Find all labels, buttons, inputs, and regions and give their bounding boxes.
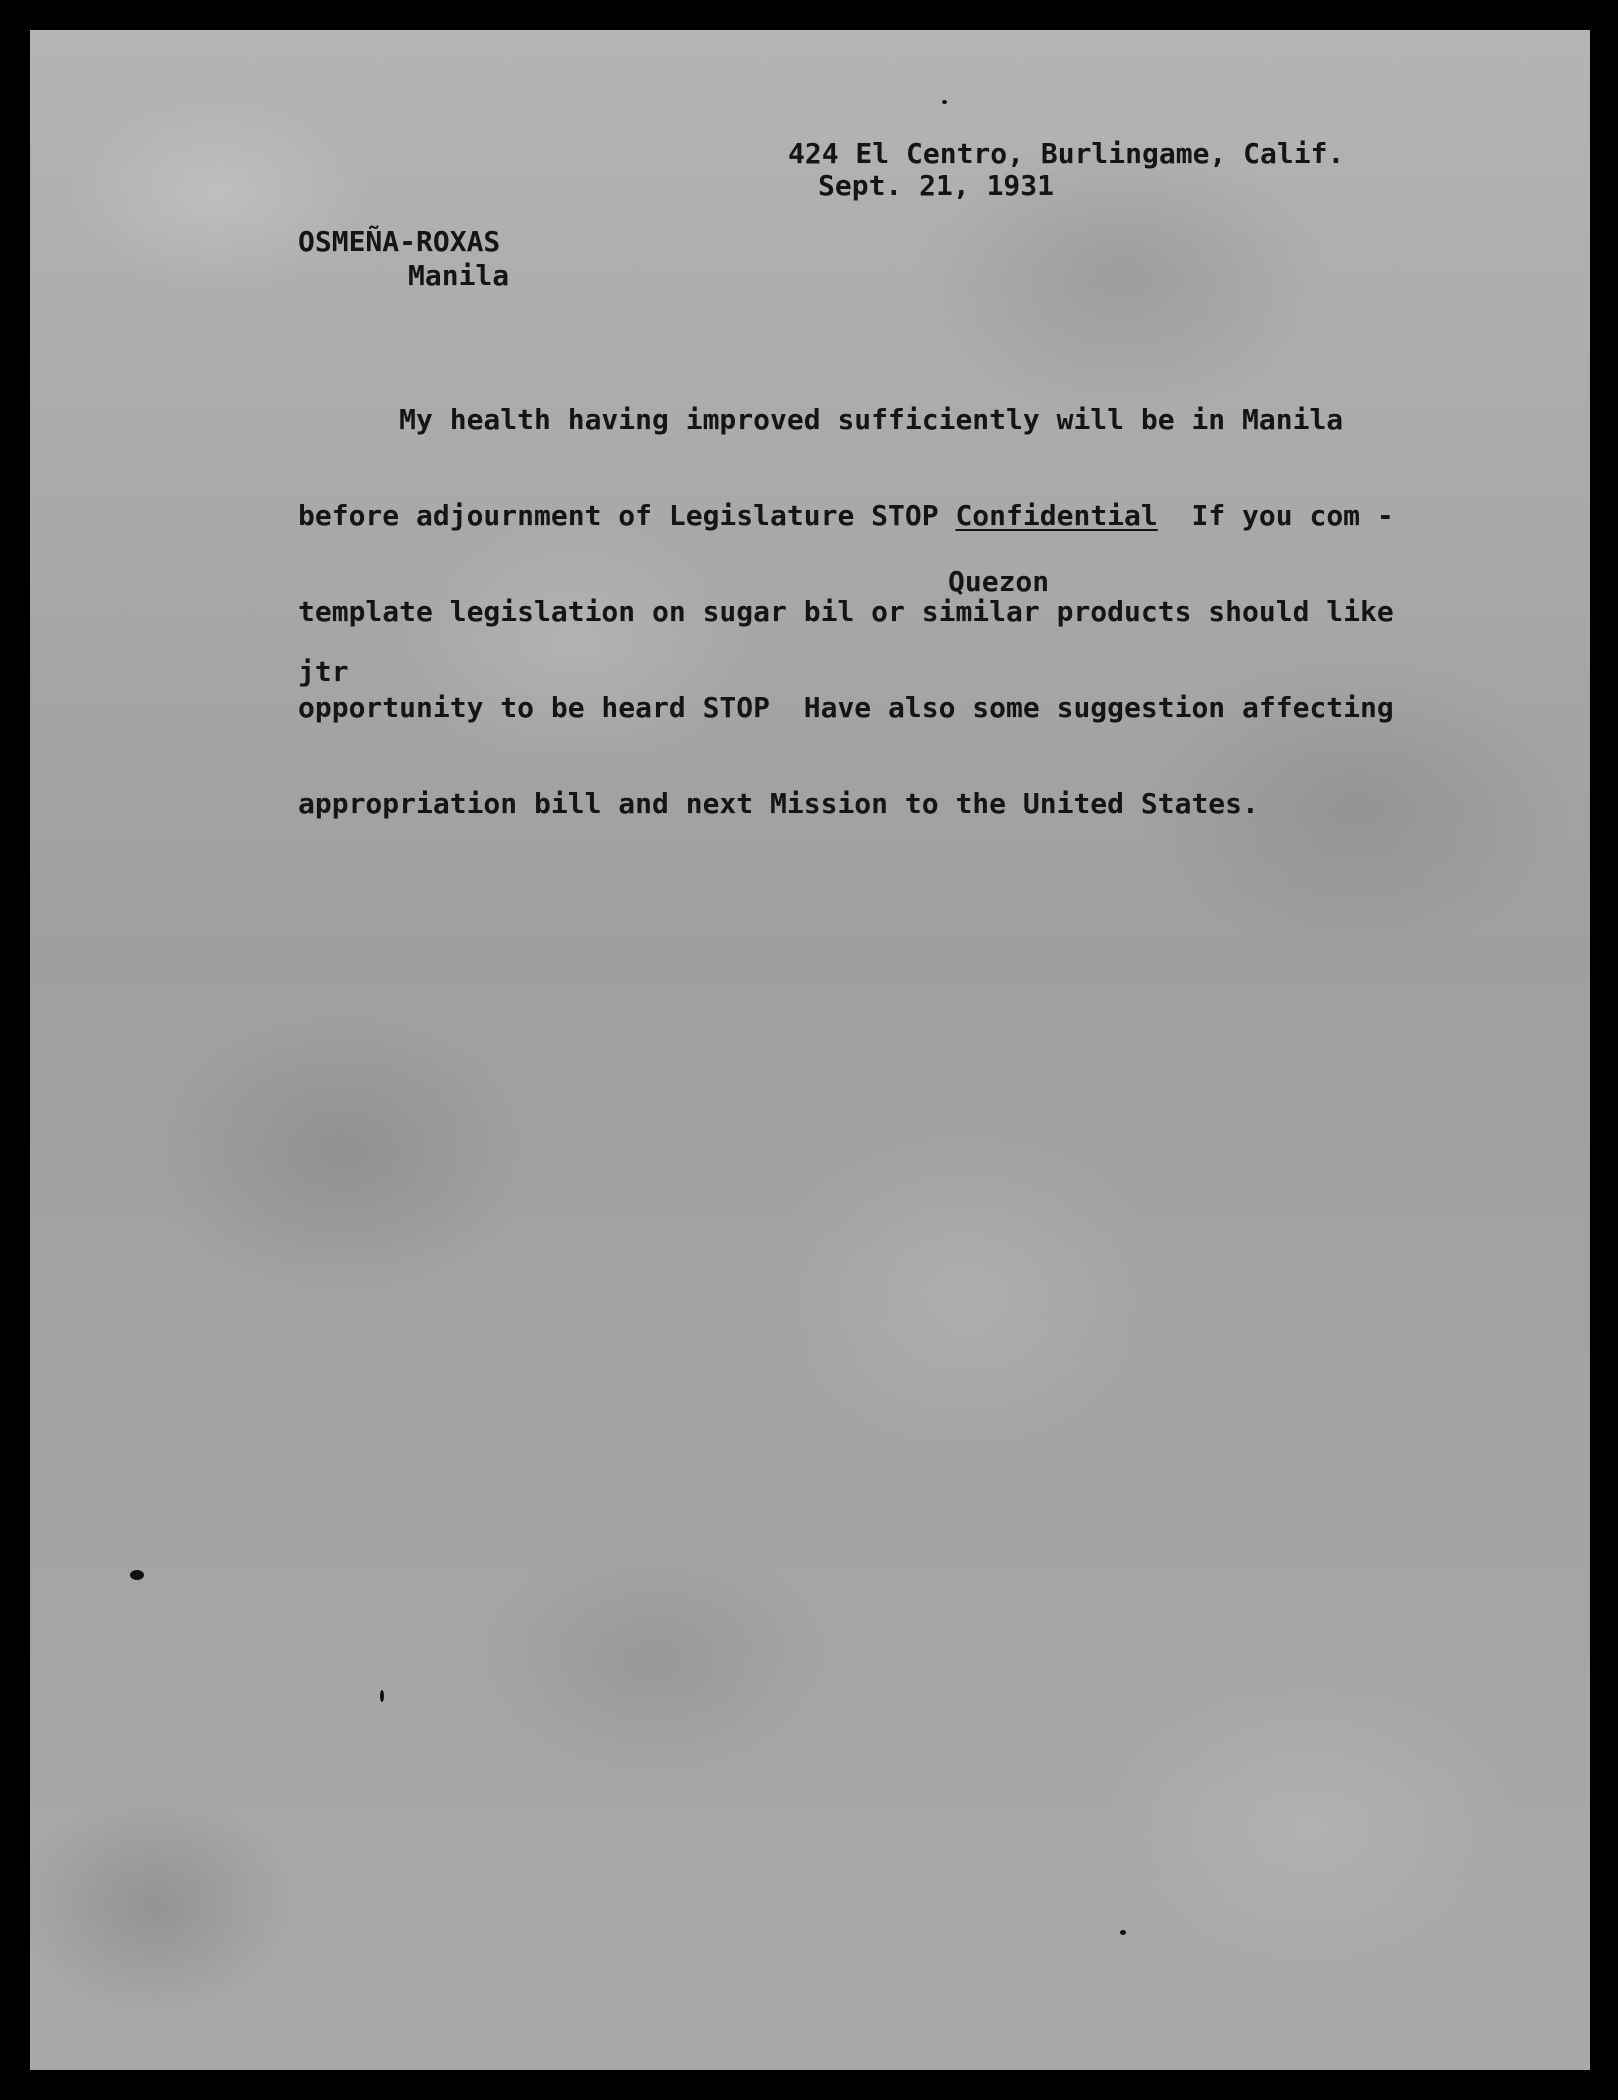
body-line: template legislation on sugar bil or similar products should like (298, 595, 1394, 628)
typist-initials: jtr (298, 655, 349, 688)
body-line-text: before adjournment of Legislature STOP (298, 499, 956, 532)
body-line-text: If you com - (1157, 499, 1394, 532)
letter-date: Sept. 21, 1931 (818, 169, 1055, 202)
body-line: opportunity to be heard STOP Have also some suggestion affecting (298, 691, 1394, 724)
ink-speck (1120, 1930, 1126, 1935)
body-line: My health having improved sufficiently will be in Manila (298, 403, 1344, 436)
ink-speck (130, 1570, 144, 1580)
letter-body (298, 340, 1394, 884)
signature: Quezon (948, 565, 1050, 598)
ink-speck (942, 100, 947, 104)
recipient-name: OSMEÑA-ROXAS (298, 225, 501, 258)
recipient-city: Manila (408, 259, 510, 292)
sender-address: 424 El Centro, Burlingame, Calif. (788, 137, 1345, 170)
ink-speck (380, 1690, 384, 1702)
confidential-underlined: Confidential (955, 499, 1158, 532)
body-line (298, 500, 1394, 532)
body-line: appropriation bill and next Mission to the United States. (298, 787, 1259, 820)
document-page (30, 30, 1590, 2070)
